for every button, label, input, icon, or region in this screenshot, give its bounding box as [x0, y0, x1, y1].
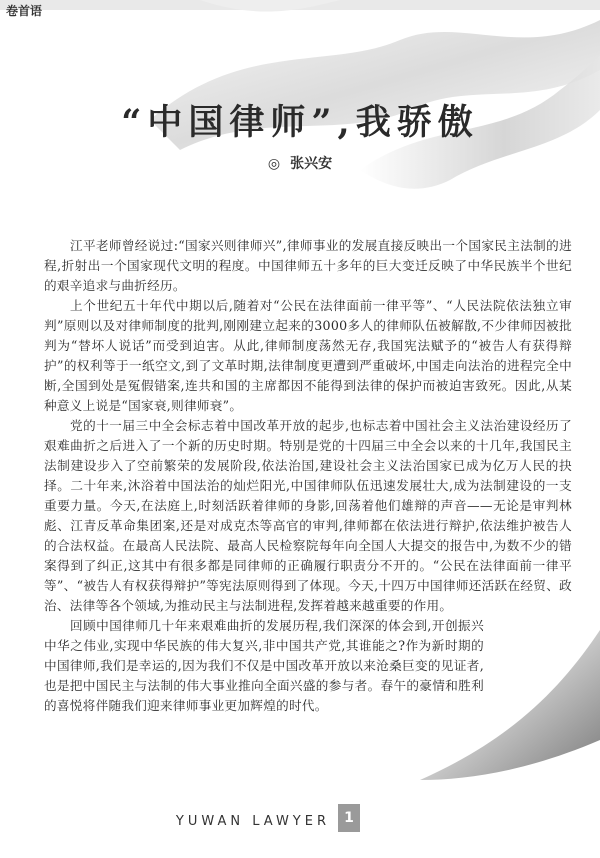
- author-mark: ◎: [267, 156, 281, 172]
- author-name: 张兴安: [290, 156, 333, 172]
- page-curl-decoration: [360, 630, 600, 858]
- magazine-name: YUWAN LAWYER: [175, 814, 330, 829]
- paragraph: 江平老师曾经说过:“国家兴则律师兴”,律师事业的发展直接反映出一个国家民主法制的进程,折射出一个国家现代文明的程度。中国律师五十多年的巨大变迁反映了中华民族半个世纪的艰辛追求与曲折经历。: [44, 238, 572, 293]
- article-title: “中国律师”,我骄傲: [121, 102, 479, 143]
- paragraph: 上个世纪五十年代中期以后,随着对“公民在法律面前一律平等”、“人民法院依法独立审判”原则以及对律师制度的批判,刚刚建立起来的3000多人的律师队伍被解散,不少律师因被批判为“替坏人说话”而受到迫害。从此,律师制度荡然无存,我国宪法赋予的“被告人有获得辩护”的权利等于一纸空文,到了文革时期,法律制度更遭到严重破坏,中国走向法治的进程完全中断,全国到处是冤假错案,连共和国的主席都因不能得到法律的保护而被迫害致死。因此,从某种意义上说是“国家衰,则律师衰”。: [44, 298, 572, 413]
- page-number: 1: [338, 804, 360, 832]
- section-tag: 卷首语: [6, 4, 43, 18]
- paragraph: 回顾中国律师几十年来艰难曲折的发展历程,我们深深的体会到,开创振兴中华之伟业,实现中华民族的伟大复兴,非中国共产党,其谁能之?作为新时期的中国律师,我们是幸运的,因为我们不仅是中国改革开放以来沧桑巨变的见证者,也是把中国民主与法制的伟大事业推向全面兴盛的参与者。春午的豪情和胜利的喜悦将伴随我们迎来律师事业更加辉煌的时代。: [44, 618, 484, 713]
- paragraph: 党的十一届三中全会标志着中国改革开放的起步,也标志着中国社会主义法治建设经历了艰难曲折之后进入了一个新的历史时期。特别是党的十四届三中全会以来的十几年,我国民主法制建设步入了空前繁荣的发展阶段,依法治国,建设社会主义法治国家已成为亿万人民的抉择。二十年来,沐浴着中国法治的灿烂阳光,中国律师队伍迅速发展壮大,成为法制建设的一支重要力量。今天,在法庭上,时刻活跃着律师的身影,回荡着他们雄辩的声音——无论是审判林彪、江青反革命集团案,还是对成克杰等高官的审判,律师都在依法进行辩护,依法维护被告人的合法权益。在最高人民法院、最高人民检察院每年向全国人大提交的报告中,为数不少的错案得到了纠正,这其中有很多都是同律师的正确履行职责分不开的。“公民在法律面前一律平等”、“被告人有权获得辩护”等宪法原则得到了体现。今天,十四万中国律师还活跃在经贸、政治、法律等各个领域,为推动民主与法制进程,发挥着越来越重要的作用。: [44, 418, 572, 613]
- author-line: [0, 153, 600, 173]
